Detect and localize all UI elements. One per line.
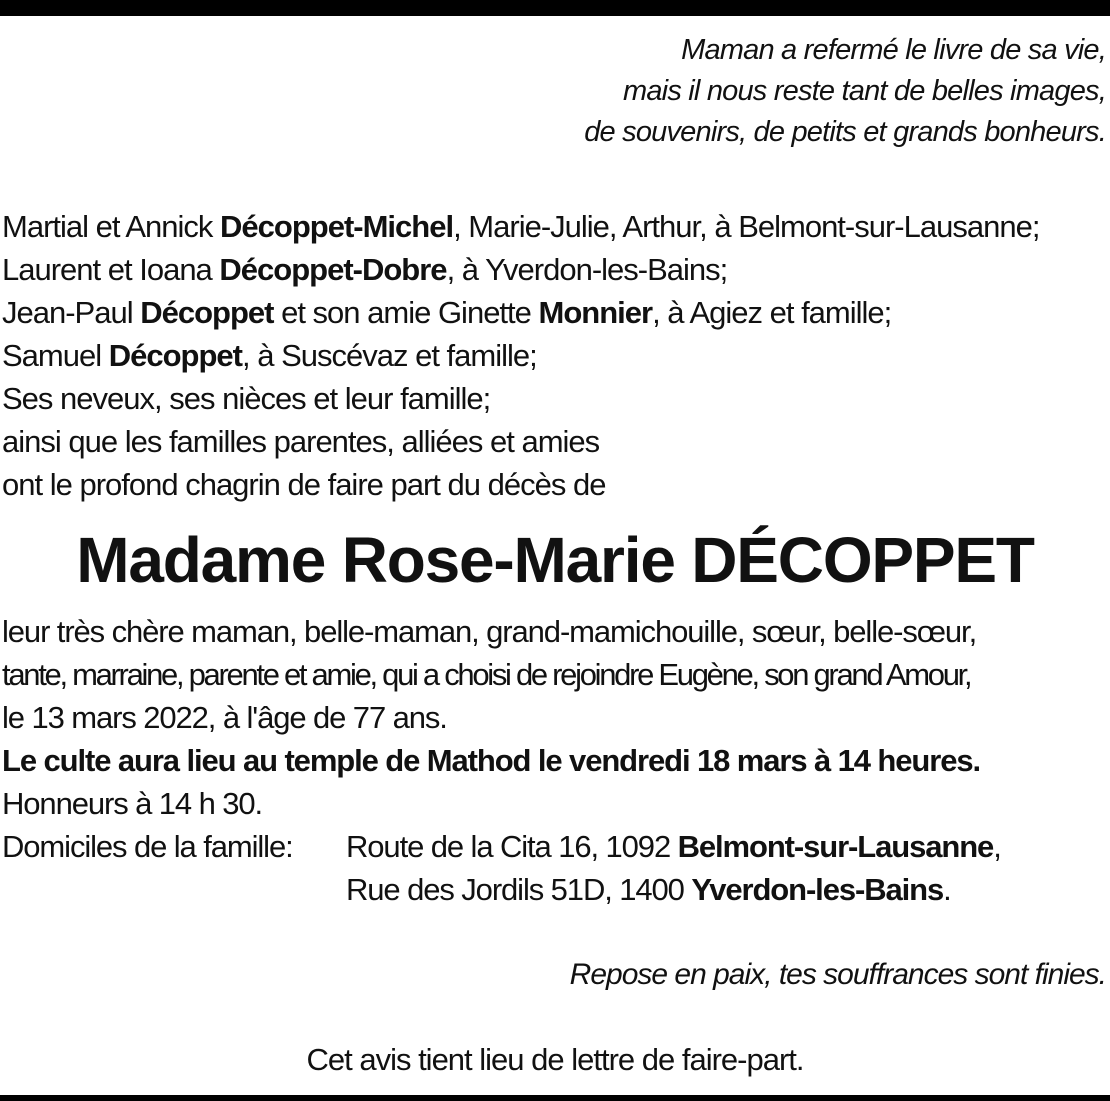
family-text: Samuel [2, 338, 109, 373]
family-text: , à Suscévaz et famille; [241, 338, 537, 373]
family-text: , à Yverdon-les-Bains; [446, 252, 728, 287]
family-line: ont le profond chagrin de faire part du décès de [2, 467, 606, 502]
address-punct: . [943, 872, 951, 907]
family-text: Jean-Paul [2, 295, 141, 330]
ceremony-line [2, 739, 1108, 782]
address-text: Route de la Cita 16, 1092 [346, 829, 678, 864]
family-line: ainsi que les familles parentes, alliées et amies [2, 424, 600, 459]
family-line [2, 205, 1108, 248]
address-punct: , [993, 829, 1001, 864]
address-city: Yverdon-les-Bains [691, 872, 944, 907]
family-line [2, 248, 1108, 291]
address-city: Belmont-sur-Lausanne [677, 829, 994, 864]
ceremony-text: Le culte aura lieu au temple de Mathod le vendredi 18 mars à 14 heures. [2, 743, 981, 778]
address-line [346, 825, 1001, 868]
epigraph-line: Maman a refermé le livre de sa vie, [681, 34, 1106, 66]
family-surname: Décoppet [108, 338, 242, 373]
family-surname: Décoppet-Michel [220, 209, 454, 244]
address-line [346, 868, 1001, 911]
details-line: leur très chère maman, belle-maman, grand-mamichouille, sœur, belle-sœur, [2, 614, 977, 649]
family-list [2, 205, 1108, 506]
bottom-border-rule [0, 1095, 1110, 1101]
closing-quote: Repose en paix, tes souffrances sont finies. [569, 958, 1106, 991]
family-line [2, 334, 1108, 377]
epigraph [406, 30, 1106, 153]
details-line: le 13 mars 2022, à l'âge de 77 ans. [2, 700, 447, 735]
family-text: Martial et Annick [2, 209, 221, 244]
top-border-rule [0, 0, 1110, 16]
family-text: , à Agiez et famille; [652, 295, 892, 330]
details-line: tante, marraine, parente et amie, qui a choisi de rejoindre Eugène, son grand Amour, [2, 657, 971, 692]
addresses-label: Domiciles de la famille: [2, 829, 293, 864]
honours-line: Honneurs à 14 h 30. [2, 786, 263, 821]
addresses [2, 825, 1108, 911]
family-text: et son amie Ginette [273, 295, 539, 330]
epigraph-line: de souvenirs, de petits et grands bonheurs. [584, 116, 1106, 148]
family-line: Ses neveux, ses nièces et leur famille; [2, 381, 491, 416]
details-block [2, 610, 1108, 911]
family-line [2, 291, 1108, 334]
address-list [346, 825, 1001, 911]
family-text: Laurent et Ioana [2, 252, 220, 287]
address-text: Rue des Jordils 51D, 1400 [346, 872, 692, 907]
notice-line: Cet avis tient lieu de lettre de faire-part. [306, 1042, 804, 1077]
family-surname: Décoppet [140, 295, 274, 330]
epigraph-line: mais il nous reste tant de belles images, [622, 75, 1106, 107]
family-surname: Décoppet-Dobre [219, 252, 447, 287]
family-surname: Monnier [538, 295, 653, 330]
family-text: , Marie-Julie, Arthur, à Belmont-sur-Lausanne; [453, 209, 1040, 244]
deceased-name: Madame Rose-Marie DÉCOPPET [76, 524, 1034, 596]
